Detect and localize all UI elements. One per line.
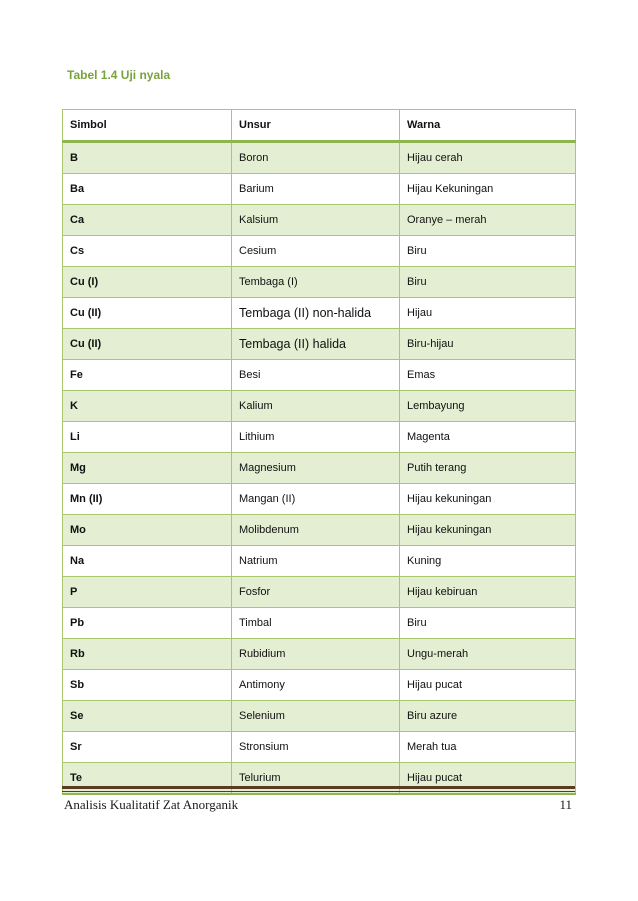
cell-symbol: Mn (II) [63,484,232,515]
flame-test-table [62,109,576,795]
cell-element: Timbal [232,608,400,639]
cell-color: Biru azure [400,701,576,732]
header-color: Warna [400,110,576,142]
cell-color: Lembayung [400,391,576,422]
cell-element: Besi [232,360,400,391]
page-number: 11 [559,797,572,812]
footer-divider-thick [62,786,575,789]
table-row [63,360,576,391]
cell-element: Rubidium [232,639,400,670]
cell-symbol: Sb [63,670,232,701]
cell-element: Tembaga (II) halida [232,329,400,360]
cell-color: Hijau kebiruan [400,577,576,608]
header-element: Unsur [232,110,400,142]
cell-color: Hijau pucat [400,763,576,795]
cell-element: Natrium [232,546,400,577]
table-row [63,639,576,670]
cell-color: Biru [400,608,576,639]
table-row [63,577,576,608]
cell-color: Biru [400,267,576,298]
cell-color: Hijau Kekuningan [400,174,576,205]
cell-symbol: Pb [63,608,232,639]
cell-element: Fosfor [232,577,400,608]
cell-color: Ungu-merah [400,639,576,670]
cell-symbol: Ca [63,205,232,236]
cell-symbol: P [63,577,232,608]
cell-color: Hijau kekuningan [400,484,576,515]
cell-symbol: Fe [63,360,232,391]
header-symbol: Simbol [63,110,232,142]
cell-color: Merah tua [400,732,576,763]
cell-element: Telurium [232,763,400,795]
table-row [63,329,576,360]
cell-symbol: Cu (I) [63,267,232,298]
table-row [63,732,576,763]
cell-symbol: Cs [63,236,232,267]
table-row [63,174,576,205]
table-row [63,484,576,515]
cell-symbol: Na [63,546,232,577]
table-row [63,453,576,484]
table-row [63,763,576,795]
cell-element: Molibdenum [232,515,400,546]
cell-symbol: K [63,391,232,422]
cell-color: Biru [400,236,576,267]
cell-color: Oranye – merah [400,205,576,236]
cell-element: Barium [232,174,400,205]
cell-color: Kuning [400,546,576,577]
cell-symbol: Mg [63,453,232,484]
table-row [63,205,576,236]
cell-symbol: Se [63,701,232,732]
cell-element: Antimony [232,670,400,701]
cell-color: Hijau kekuningan [400,515,576,546]
cell-symbol: Rb [63,639,232,670]
cell-symbol: B [63,142,232,174]
table-row [63,608,576,639]
table-caption: Tabel 1.4 Uji nyala [67,68,171,82]
cell-symbol: Cu (II) [63,298,232,329]
footer-divider-thin [62,791,575,792]
footer-book-title: Analisis Kualitatif Zat Anorganik [64,797,239,812]
table-row [63,298,576,329]
cell-color: Putih terang [400,453,576,484]
cell-element: Magnesium [232,453,400,484]
cell-element: Tembaga (II) non-halida [232,298,400,329]
table-row [63,236,576,267]
cell-element: Kalium [232,391,400,422]
table-row [63,422,576,453]
table-row [63,267,576,298]
cell-element: Stronsium [232,732,400,763]
cell-element: Mangan (II) [232,484,400,515]
cell-symbol: Mo [63,515,232,546]
cell-color: Magenta [400,422,576,453]
cell-symbol: Ba [63,174,232,205]
table-row [63,142,576,174]
table-header-row [63,110,576,142]
cell-element: Boron [232,142,400,174]
cell-symbol: Te [63,763,232,795]
cell-symbol: Sr [63,732,232,763]
cell-element: Tembaga (I) [232,267,400,298]
table-row [63,515,576,546]
table-row [63,701,576,732]
cell-color: Hijau pucat [400,670,576,701]
table-row [63,546,576,577]
cell-element: Selenium [232,701,400,732]
cell-color: Biru-hijau [400,329,576,360]
cell-color: Emas [400,360,576,391]
cell-symbol: Cu (II) [63,329,232,360]
cell-color: Hijau [400,298,576,329]
table-row [63,670,576,701]
cell-element: Kalsium [232,205,400,236]
cell-color: Hijau cerah [400,142,576,174]
table-row [63,391,576,422]
cell-element: Lithium [232,422,400,453]
cell-element: Cesium [232,236,400,267]
cell-symbol: Li [63,422,232,453]
